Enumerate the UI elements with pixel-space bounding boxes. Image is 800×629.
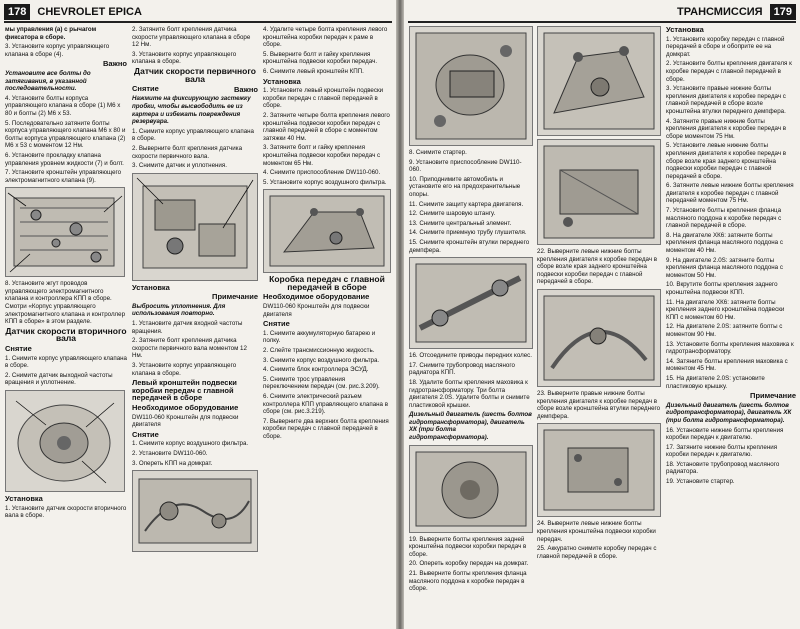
subheading: Снятие	[132, 429, 159, 439]
text: 5. Снимите трос управления переключением передач (см. рис.3.209).	[263, 375, 380, 391]
left-col-3	[263, 26, 391, 443]
subheading: Снятие	[263, 319, 290, 329]
text: 1. Установите коробку передач с главной передачей в сборе и обоприте ее на домкрат.	[666, 35, 785, 58]
text: 4. Установите болты корпуса управляющего клапана в сборе (1) М6 х 80 и болты (2) М6 х 53.	[5, 94, 121, 117]
subheading: Необходимое оборудование	[263, 292, 370, 302]
text: 3. Снимите корпус воздушного фильтра.	[263, 356, 380, 364]
subheading: Установка	[5, 494, 43, 503]
figure-starter	[409, 26, 533, 146]
text: 3. Опереть КПП на домкрат.	[132, 459, 213, 467]
header-rule	[4, 21, 392, 23]
figure-input-speed-sensor	[132, 173, 258, 281]
figure-drive-shafts	[409, 257, 533, 349]
text: 7. Установите болты крепления фланца масляного поддона к коробке передач с главной передачей в сборе.	[666, 207, 782, 230]
note-body: Выбросить уплотнения. Для использования повторно.	[132, 302, 226, 318]
text: мы управления (а) с рычагом фиксатора в сборе.	[5, 26, 97, 41]
text: 16. Отсоедините приводы передних колес.	[409, 352, 532, 360]
text: 22. Выверните левые нижние болты крепления двигателя к коробке передач в сборе возле края заднего кронштейна подвески коробки передач с главной передачей в сборе.	[537, 248, 658, 286]
text: 11. Снимите защиту картера двигателя.	[409, 200, 524, 208]
figure-output-speed-sensor	[5, 390, 125, 492]
text: 1. Снимите корпус управляющего клапана в сборе.	[5, 354, 127, 370]
section-title: Коробка передач с главной передачей в сборе	[269, 274, 385, 292]
text: 2. Установите болты крепления двигателя к коробке передач с главной передачей в сборе.	[666, 60, 792, 83]
text: 19. Установите стартер.	[666, 478, 735, 486]
text: 2. Установите DW110-060.	[132, 449, 208, 457]
text: 4. Снимите блок контроллера ЭСУД.	[263, 366, 369, 374]
text: 5. Установите корпус воздушного фильтра.	[263, 178, 387, 186]
right-page	[404, 0, 800, 629]
left-col-1	[5, 26, 127, 522]
text: 6. Снимите левый кронштейн КПП.	[263, 67, 364, 75]
subheading: Установка	[263, 76, 301, 86]
right-col-3	[666, 26, 796, 488]
text: 2. Выверните болт крепления датчика скорости первичного вала.	[132, 144, 243, 160]
subheading: Необходимое оборудование	[132, 403, 239, 412]
figure-lower-bolts	[537, 289, 661, 387]
section-title: Левый кронштейн подвески коробки передач с главной передачей в сборе	[132, 378, 237, 403]
text: 4. Снимите приспособление DW110-060.	[263, 169, 381, 177]
text: 7. Выверните два верхних болта крепления коробки передач с главной передачей в сборе.	[263, 417, 389, 440]
figure-valve-body	[5, 187, 125, 277]
text: 1. Снимите корпус воздушного фильтра.	[132, 440, 249, 448]
note-body: Дизельный двигатель (шесть болтов гидротрансформатора), двигатель ХК (три болта гидротрансформатора).	[666, 401, 792, 424]
text: 4. Затяните правые нижние болты крепления двигателя к коробке передач в сборе моментом 75 Нм.	[666, 117, 787, 140]
text: 11. На двигателе ХК6: затяните болты крепления заднего кронштейна подвески КПП с моментом 60 Нм.	[666, 298, 785, 321]
subheading: Снятие	[5, 344, 32, 354]
text: 23. Выверните правые нижние болты крепления двигателя к коробке передач в сборе возле кронштейна втулки переднего демпфера.	[537, 389, 661, 420]
text: 10. Приподнимите автомобиль и установите его на предохранительные опоры.	[409, 175, 521, 198]
text: 12. Снимите шаровую штангу.	[409, 210, 496, 218]
note-body: Нажмите на фиксирующую застежку пробки, чтобы высвободить ее из картера и избежать повреждения резервуара.	[132, 95, 251, 126]
figure-transmission-top	[537, 26, 661, 136]
figure-left-bracket	[263, 189, 391, 273]
text: 9. Установите приспособление DW110-060.	[409, 158, 522, 174]
figure-engine-bay	[132, 470, 258, 552]
text: 12. На двигателе 2.0S: затяните болты с моментом 90 Нм.	[666, 323, 783, 338]
text: 16. Установите нижние болты крепления коробки передач к двигателю.	[666, 426, 784, 442]
text: 14. Затяните болты крепления маховика с моментом 45 Нм.	[666, 357, 788, 373]
text: 20. Опереть коробку передач на домкрат.	[409, 560, 529, 568]
text: 15. Снимите кронштейн втулки переднего демпфера.	[409, 238, 530, 254]
text: 1. Снимите аккумуляторную батарею и полку.	[263, 329, 376, 345]
left-header	[4, 4, 142, 20]
text: 5. Установите левые нижние болты крепления двигателя к коробке передач в сборе возле края заднего кронштейна подвески коробки передач с главной передачей в сборе.	[666, 142, 787, 180]
text: 1. Установите левый кронштейн подвески коробки передач с главной передачей в сборе.	[263, 87, 384, 110]
text: 25. Аккуратно снимите коробку передач с главной передачей в сборе.	[537, 545, 657, 560]
section-title: Датчик скорости первичного вала	[134, 65, 256, 84]
note-heading: Примечание	[750, 391, 796, 401]
text: 18. Удалите болты крепления маховика к гидротрансформатору. Три болта двигателя 2.0S. Удалите болты и снимите пластиковой крышки.	[409, 378, 530, 409]
text: 14. Снимите приемную трубу глушителя.	[409, 229, 527, 237]
left-page	[0, 0, 396, 629]
page-number: 179	[770, 4, 796, 20]
text: 10. Вкрутите болты крепления заднего кронштейна подвески КПП.	[666, 281, 778, 296]
text: 13. Снимите центральный элемент.	[409, 219, 512, 227]
text: 18. Установите трубопровод масляного радиатора.	[666, 460, 780, 476]
text: 19. Выверните болты крепления задней кронштейна подвески коробки передач в сборе.	[409, 535, 527, 558]
running-title: CHEVROLET EPICA	[37, 6, 142, 18]
right-header	[677, 4, 796, 20]
text: 17. Затяните нижние болты крепления коробки передач к двигателю.	[666, 443, 778, 459]
text: DW110-060 Кронштейн для подвески двигателя	[132, 413, 239, 429]
subheading: Установка	[666, 25, 704, 34]
text: 21. Выверните болты крепления фланца масляного поддона к коробке передач в сборе.	[409, 570, 527, 593]
text: 3. Установите корпус управляющего клапана в сборе.	[132, 362, 237, 377]
text: 15. На двигателе 2.0S: установите пластиковую крышку.	[666, 374, 765, 390]
text: 5. Выверните болт и гайку крепления кронштейна подвески коробки передач.	[263, 50, 378, 66]
text: 3. Установите корпус управляющего клапана в сборе (4).	[5, 43, 110, 58]
subheading: Снятие	[132, 84, 159, 94]
section-title: Датчик скорости вторичного вала	[5, 325, 127, 344]
text: DW110-060 Кронштейн для подвески двигателя	[263, 303, 370, 318]
note-heading: Важно	[233, 84, 258, 94]
left-col-2	[132, 26, 258, 555]
text: 5. Последовательно затяните болты корпуса управляющего клапана М6 х 80 и болты корпуса управляющего клапана (2) М6 х 53 с моментом 12 Нм.	[5, 119, 126, 150]
right-col-2	[537, 26, 661, 562]
text: 6. Снимите электрический разъем контроллера КПП управляющего клапана в сборе (см. рис.3.219).	[263, 393, 388, 416]
subheading: Установка	[132, 282, 170, 292]
header-rule	[408, 21, 796, 23]
text: 8. Установите жгут проводов управляющего электромагнитного клапана и контроллера КПП в сборе. Смотри «Корпус управляющего электромагнитного клапана и контроллер КПП в сборе» в этом разделе.	[5, 280, 126, 326]
note-heading: Примечание	[212, 292, 258, 302]
text: 2. Затяните болт крепления датчика скорости управляющего клапана в сборе 12 Нм.	[132, 26, 251, 49]
text: 6. Установите прокладку клапана управления уровнем жидкости (7) и болт.	[5, 151, 124, 167]
page-number: 178	[4, 4, 30, 20]
figure-flywheel	[409, 445, 533, 533]
text: 13. Установите болты крепления маховика к гидротрансформатору.	[666, 340, 794, 356]
note-body: Установите все болты до затягивания, в указанной последовательности.	[5, 69, 91, 93]
text: 2. Снимите датчик выходной частоты вращения и уплотнение.	[5, 371, 113, 387]
text: 9. На двигателе 2.0S: затяните болты крепления фланца масляного поддона с моментом 50 Нм.	[666, 256, 783, 279]
figure-oil-pan	[537, 139, 661, 245]
text: 7. Установите кронштейн управляющего электромагнитного клапана (9).	[5, 169, 122, 184]
text: 4. Удалите четыре болта крепления левого кронштейна коробки передач к раме в сборе.	[263, 26, 388, 49]
figure-bracket-bolts	[537, 423, 661, 517]
text: 1. Установите датчик входной частоты вращения.	[132, 320, 243, 335]
text: 3. Установите правые нижние болты крепления двигателя к коробке передач с главной передачей в сборе возле кронштейна втулки переднего демпфера.	[666, 85, 786, 115]
text: 8. Снимите стартер.	[409, 149, 467, 156]
text: 3. Затяните болт и гайку крепления кронштейна подвески коробки передач с моментом 65 Нм.	[263, 144, 381, 167]
text: 8. На двигателе ХК6: затяните болты крепления фланца масляного поддона с моментом 40 Нм.	[666, 231, 783, 255]
right-col-1	[409, 26, 533, 595]
note-body: Дизельный двигатель (шесть болтов гидротрансформатора), двигатель ХК (три болта гидротрансформатора).	[409, 411, 532, 442]
text: 17. Снимите трубопровод масляного радиатора КПП.	[409, 361, 515, 377]
text: 3. Установите корпус управляющего клапана в сборе.	[132, 50, 237, 66]
text: 6. Затяните левые нижние болты крепления двигателя к коробке передач с главной передачей моментом 75 Нм.	[666, 182, 794, 205]
note-heading: Важно	[102, 59, 127, 69]
text: 1. Установите датчик скорости вторичного вала в сборе.	[5, 504, 127, 520]
text: 2. Затяните четыре болта крепления левого кронштейна подвески коробки передач с главной передачей в сборе с моментом затяжки 40 Нм.	[263, 111, 390, 142]
text: 2. Слейте трансмиссионную жидкость.	[263, 347, 375, 355]
book-gutter	[396, 0, 404, 629]
text: 3. Снимите датчик и уплотнения.	[132, 162, 227, 170]
text: 24. Выверните левые нижние болты крепления кронштейна подвески коробки передач.	[537, 520, 656, 543]
running-title: ТРАНСМИССИЯ	[677, 6, 763, 18]
text: 1. Снимите корпус управляющего клапана в сборе.	[132, 127, 254, 143]
text: 2. Затяните болт крепления датчика скорости первичного вала моментом 12 Нм.	[132, 337, 247, 360]
